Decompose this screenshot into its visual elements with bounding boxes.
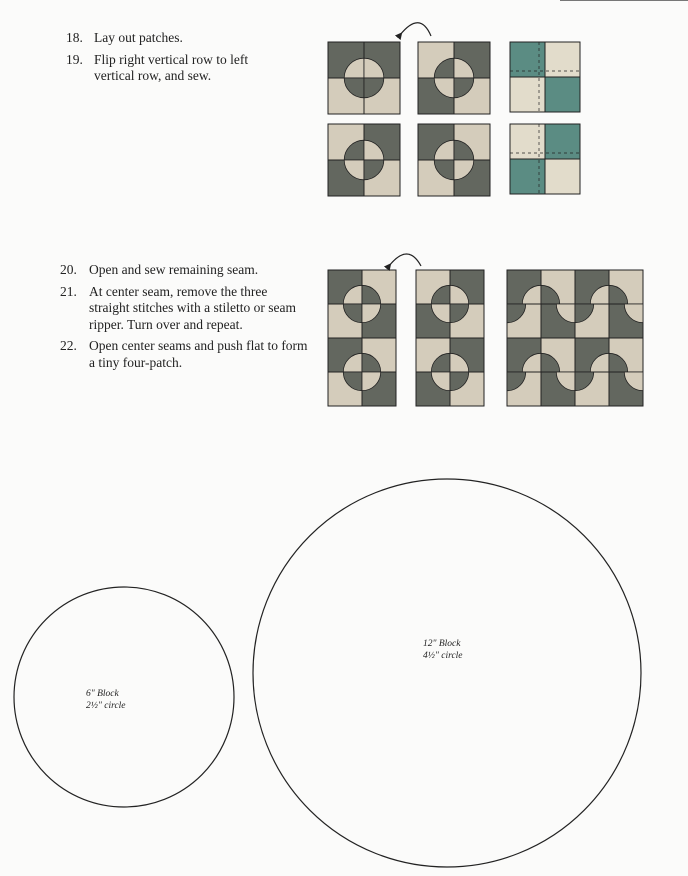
step-text: Lay out patches. [94,30,183,45]
large-circle-subtitle: 4½" circle [423,651,463,661]
large-circle-title: 12" Block [423,639,461,649]
step-text: Open center seams and push flat to form a tiny four-patch. [89,338,308,370]
step-number: 22. [60,338,77,353]
step-text: Flip right vertical row to left vertical row, and sew. [94,51,249,83]
step-number: 21. [60,283,77,299]
large-circle-template [253,479,641,867]
step-number: 20. [60,262,77,277]
sewn-row-diagram [328,270,643,406]
step-number: 18. [66,30,83,45]
small-circle-subtitle: 2½" circle [86,701,126,711]
step-text: Open and sew remaining seam. [89,262,259,277]
step-number: 19. [66,51,83,67]
large-circle-label [423,638,463,662]
flip-arrow [389,254,421,266]
small-circle-label [86,688,126,712]
step-text: At center seam, remove the three straight stitches with a stiletto or seam ripper. Turn over and repeat. [89,283,296,332]
flip-arrow [400,23,431,36]
patch-layout-diagram [328,42,580,196]
small-circle-title: 6" Block [86,689,119,699]
